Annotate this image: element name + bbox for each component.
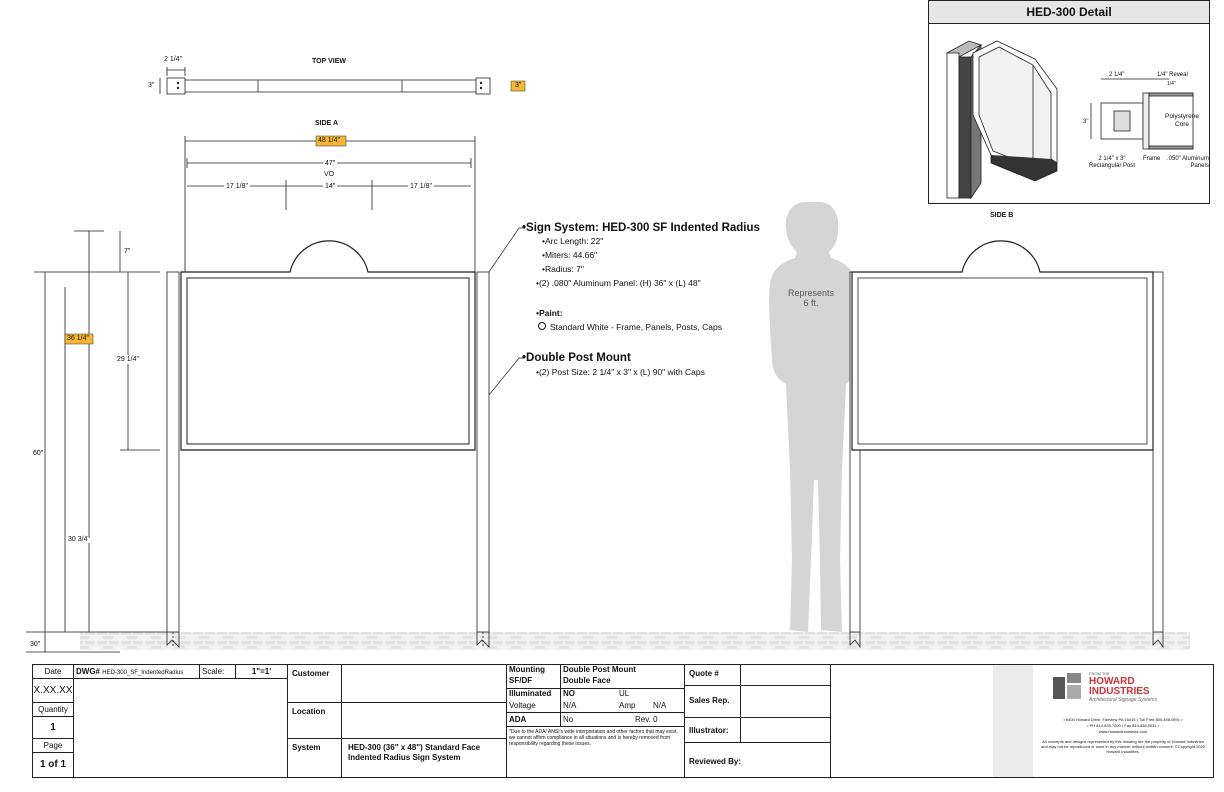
- dwg-label: DWG#: [76, 667, 100, 676]
- detail-dim-post-w: 2 1/4": [1109, 72, 1125, 78]
- sign-system-item-radius: •Radius: 7": [542, 264, 584, 274]
- quantity-label: Quantity: [33, 703, 74, 717]
- page-label: Page: [33, 739, 74, 753]
- company-legal: All concepts and designs represented by this drawing are the property of Howard Industries and may not be reproduced or used in any manner without written consent. ©Copyright 2020 Howard Industries.: [1041, 739, 1205, 754]
- system-value: HED-300 (36" x 48") Standard Face Indented Radius Sign System: [342, 739, 507, 777]
- gray-band: [993, 665, 1033, 777]
- dim-vo: VO: [324, 171, 335, 178]
- paint-item: [538, 322, 722, 333]
- leader-lines: [489, 228, 525, 395]
- illustrator-value: [741, 718, 831, 743]
- mount-item: •(2) Post Size: 2 1/4" x 3" x (L) 90" with Caps: [536, 367, 705, 377]
- dim-post-width: 2 1/4": [164, 56, 183, 63]
- ground-strip: [80, 632, 1190, 650]
- rev-value: Rev. 0: [617, 713, 685, 727]
- dim-burial: 30": [30, 641, 41, 648]
- sign-system-title: •Sign System: HED-300 SF Indented Radius: [522, 222, 760, 234]
- paint-circle-icon: [538, 322, 546, 330]
- ada-label: ADA: [507, 713, 561, 727]
- scale-value: 1"=1': [236, 665, 288, 679]
- detail-panel-label: .050" Aluminum Panels: [1167, 156, 1209, 169]
- location-value: [342, 703, 507, 739]
- paint-item-text: Standard White - Frame, Panels, Posts, Caps: [550, 322, 722, 332]
- dim-post-depth: 3": [148, 82, 155, 89]
- sales-value: [741, 686, 831, 718]
- illustrator-label: Illustrator:: [685, 718, 741, 743]
- company-block: [1033, 665, 1213, 777]
- ul-label: UL: [617, 689, 685, 701]
- detail-title: HED-300 Detail: [929, 1, 1209, 24]
- ada-note: *Due to the ADA/ ANSI's wide interpretation and other factors that may exist, we cannot affirm compliance in all situations and is hereby removed from responsibility regarding these issues.: [507, 727, 685, 777]
- side-b-sign-outline: [852, 241, 1153, 450]
- location-label: Location: [288, 703, 342, 739]
- sfdf-label: SF/DF: [507, 676, 561, 689]
- company-name-1: HOWARD: [1089, 676, 1135, 687]
- date-value: X.XX.XX: [33, 679, 74, 703]
- side-b-right-post: [1153, 272, 1163, 632]
- detail-core-label: Polystyrene Core: [1165, 113, 1199, 128]
- illuminated-label: Illuminated: [507, 689, 561, 701]
- detail-dim-3: 3": [1083, 119, 1089, 125]
- company-name-2: INDUSTRIES: [1089, 686, 1150, 697]
- company-small: FROM THE: [1089, 671, 1110, 676]
- dwg-cell: [74, 665, 200, 679]
- dim-ground-to-top: 60": [33, 450, 44, 457]
- right-post: [477, 272, 489, 632]
- company-address: • 6400 Howard Drive, Fairview PA 16415 • Toll Free 800.458.0591 • • PH 814.833.7000 • Fax 814.838.0011 • www.howardindustries.com: [1063, 717, 1183, 734]
- dim-clearance: 30 3/4": [68, 536, 90, 543]
- paint-label: •Paint:: [536, 308, 563, 318]
- person-silhouette: [769, 202, 857, 632]
- dim-seg-mid: 14": [325, 183, 336, 190]
- notes-area: [74, 679, 288, 777]
- dim-vo-width: 47": [325, 160, 336, 167]
- sales-label: Sales Rep.: [685, 686, 741, 718]
- side-b-elevation: [850, 241, 1163, 647]
- reviewed-label: Reviewed By:: [685, 743, 831, 777]
- customer-value: [342, 665, 507, 703]
- detail-reveal-small: 1/4": [1167, 81, 1176, 87]
- title-block: [32, 664, 1214, 778]
- dim-seg-left: 17 1/8": [226, 183, 248, 190]
- customer-label: Customer: [288, 665, 342, 703]
- system-label: System: [288, 739, 342, 777]
- mounting-label: Mounting: [507, 665, 561, 676]
- mount-title: •Double Post Mount: [522, 352, 631, 364]
- side-a-elevation: [26, 136, 489, 652]
- detail-reveal: 1/4" Reveal: [1157, 72, 1188, 78]
- voltage-value: N/A: [561, 701, 617, 713]
- quote-value: [741, 665, 831, 686]
- dwg-value: HED-300_SF_IndentedRadius: [102, 670, 184, 676]
- sfdf-value: Double Face: [561, 676, 685, 689]
- quote-label: Quote #: [685, 665, 741, 686]
- person-scale-label: Represents 6 ft.: [787, 288, 835, 308]
- sign-outline: [181, 241, 475, 450]
- company-tagline: Architectural Signage Systems: [1089, 697, 1158, 703]
- detail-inset: [928, 0, 1210, 204]
- scale-label: Scale:: [200, 665, 236, 679]
- dim-post-depth-highlight: 3": [515, 82, 522, 89]
- side-a-label: SIDE A: [315, 120, 339, 127]
- detail-frame-label: Frame: [1143, 156, 1161, 162]
- date-label: Date: [33, 665, 74, 679]
- top-view: [160, 67, 525, 94]
- sign-system-item-miters: •Miters: 44.66": [542, 250, 598, 260]
- amp-label: Amp: [617, 701, 651, 713]
- howard-logo-icon: [1053, 673, 1081, 699]
- dim-arc-height: 7": [124, 248, 131, 255]
- side-b-label: SIDE B: [990, 212, 1014, 219]
- dim-sign-height-highlight: 36 1/4": [67, 335, 89, 342]
- page-value: 1 of 1: [33, 753, 74, 777]
- sign-system-item-arc: •Arc Length: 22": [542, 236, 604, 246]
- mounting-value: Double Post Mount: [561, 665, 685, 676]
- detail-post-label: 2 1/4" x 3" Rectangular Post: [1089, 156, 1136, 169]
- ada-value: No: [561, 713, 617, 727]
- voltage-label: Voltage: [507, 701, 561, 713]
- illuminated-value: NO: [563, 689, 575, 698]
- dim-overall-width: 48 1/4": [318, 137, 340, 144]
- quantity-value: 1: [33, 717, 74, 739]
- dim-seg-right: 17 1/8": [410, 183, 432, 190]
- panel-item: •(2) .080" Aluminum Panel: (H) 36" x (L) 48": [536, 278, 701, 288]
- dim-panel-height: 29 1/4": [117, 356, 139, 363]
- left-post: [167, 272, 179, 632]
- top-view-label: TOP VIEW: [312, 58, 346, 65]
- amp-value: N/A: [651, 701, 685, 713]
